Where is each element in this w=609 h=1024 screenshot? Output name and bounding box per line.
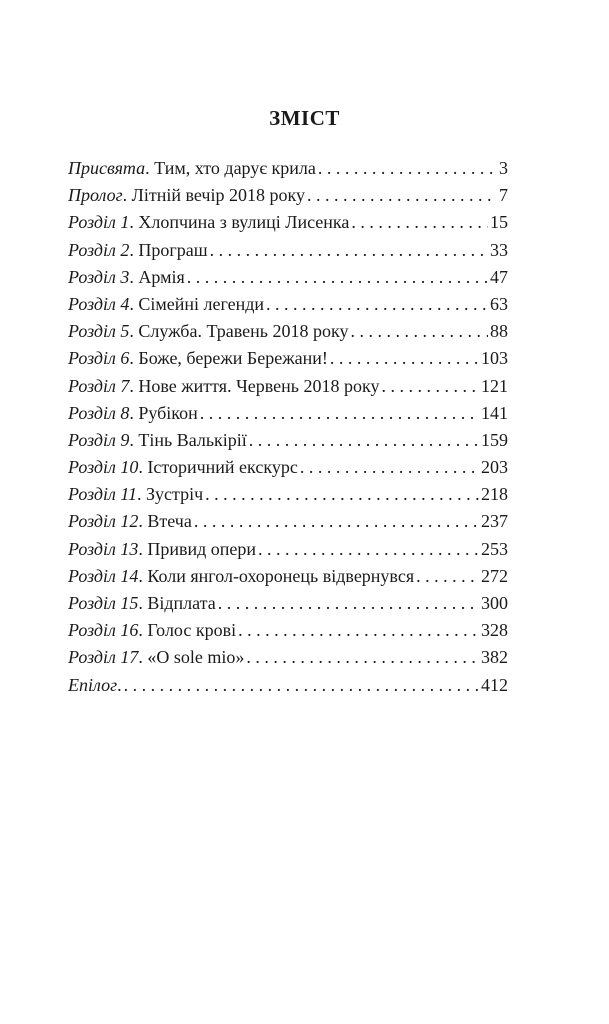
toc-entry-label bbox=[68, 182, 305, 209]
toc-entry-separator: . bbox=[122, 185, 132, 206]
toc-leader-dots bbox=[238, 617, 479, 644]
toc-entry-page-number: 47 bbox=[490, 266, 508, 287]
toc-entry[interactable] bbox=[68, 318, 508, 345]
toc-entry-label bbox=[68, 345, 328, 372]
toc-entry[interactable] bbox=[68, 345, 508, 372]
toc-entry-label bbox=[68, 508, 192, 535]
toc-entry-page-number: 7 bbox=[499, 185, 508, 206]
toc-entry-label bbox=[68, 481, 203, 508]
toc-entry-separator: . bbox=[129, 402, 139, 423]
toc-entry[interactable] bbox=[68, 155, 508, 182]
toc-leader-dots bbox=[246, 644, 479, 671]
toc-entry-lead: Розділ 1 bbox=[68, 212, 130, 233]
toc-entry[interactable] bbox=[68, 373, 508, 400]
toc-entry-separator: . bbox=[138, 593, 148, 613]
toc-entry-separator: . bbox=[129, 375, 139, 396]
toc-leader-dots bbox=[416, 563, 479, 590]
toc-entry-lead: Присвята bbox=[68, 158, 146, 178]
toc-entry-title: Історичний екскурс bbox=[147, 457, 298, 478]
toc-entry-separator: . bbox=[137, 484, 147, 505]
toc-entry-label bbox=[68, 563, 414, 590]
toc-entry-lead: Розділ 4 bbox=[68, 293, 130, 314]
toc-entry-label bbox=[68, 536, 256, 563]
toc-entry-page-number: 412 bbox=[481, 674, 508, 695]
toc-entry[interactable] bbox=[68, 237, 508, 264]
toc-entry-page-number: 272 bbox=[481, 565, 508, 586]
toc-entry-page-number: 63 bbox=[490, 293, 508, 314]
table-of-contents bbox=[68, 155, 508, 699]
toc-entry-title: Боже, бережи Бережани! bbox=[138, 348, 328, 369]
toc-entry-label bbox=[68, 427, 247, 454]
toc-entry-page-number: 382 bbox=[481, 647, 508, 668]
toc-entry-page-number: 218 bbox=[481, 484, 508, 505]
toc-entry-separator: . bbox=[138, 647, 148, 668]
toc-entry[interactable] bbox=[68, 291, 508, 318]
toc-leader-dots bbox=[266, 291, 488, 318]
toc-entry[interactable] bbox=[68, 400, 508, 427]
toc-entry-separator: . bbox=[117, 674, 122, 695]
toc-entry-lead: Епілог bbox=[68, 674, 118, 695]
toc-entry-lead: Розділ 3 bbox=[68, 266, 130, 287]
toc-entry-separator: . bbox=[129, 429, 139, 450]
toc-entry[interactable] bbox=[68, 590, 508, 617]
toc-entry-separator: . bbox=[138, 538, 148, 559]
toc-entry-separator: . bbox=[129, 239, 139, 260]
toc-entry-title: Тінь Валькірії bbox=[138, 429, 247, 450]
toc-entry-separator: . bbox=[138, 511, 148, 532]
toc-entry[interactable] bbox=[68, 182, 508, 209]
toc-entry-page-number: 328 bbox=[481, 620, 508, 641]
toc-entry-lead: Розділ 11 bbox=[68, 484, 138, 505]
toc-entry-separator: . bbox=[129, 266, 139, 287]
toc-leader-dots bbox=[218, 590, 479, 617]
toc-entry-label bbox=[68, 400, 198, 427]
toc-entry[interactable] bbox=[68, 454, 508, 481]
toc-entry-lead: Розділ 10 bbox=[68, 457, 139, 478]
toc-entry-lead: Розділ 12 bbox=[68, 511, 139, 532]
toc-entry-page-number: 253 bbox=[481, 538, 508, 559]
toc-entry[interactable] bbox=[68, 264, 508, 291]
toc-entry-page-number: 159 bbox=[481, 429, 508, 450]
toc-entry[interactable] bbox=[68, 536, 508, 563]
toc-leader-dots bbox=[210, 237, 488, 264]
toc-entry-title: Армія bbox=[138, 266, 185, 287]
toc-entry-title: Тим, хто дарує крила bbox=[154, 158, 316, 178]
toc-entry-page-number: 203 bbox=[481, 457, 508, 478]
toc-entry-page-number: 103 bbox=[481, 348, 508, 369]
toc-entry-title: Сімейні легенди bbox=[138, 293, 265, 314]
toc-entry-label bbox=[68, 373, 380, 400]
toc-entry-lead: Розділ 17 bbox=[68, 647, 139, 668]
toc-entry-page-number: 33 bbox=[490, 239, 508, 260]
toc-entry-separator: . bbox=[138, 565, 148, 586]
toc-entry-separator: . bbox=[129, 293, 139, 314]
toc-entry-label bbox=[68, 291, 264, 318]
toc-leader-dots bbox=[351, 209, 488, 236]
toc-leader-dots bbox=[200, 400, 479, 427]
toc-entry-label bbox=[68, 155, 316, 182]
toc-leader-dots bbox=[350, 318, 488, 345]
toc-entry-title: Літній вечір 2018 року bbox=[131, 185, 305, 206]
toc-entry-title: Привид опери bbox=[147, 538, 257, 559]
toc-leader-dots bbox=[187, 264, 488, 291]
toc-entry-separator: . bbox=[145, 158, 155, 178]
toc-entry-lead: Пролог bbox=[68, 185, 123, 206]
toc-entry[interactable] bbox=[68, 209, 508, 236]
toc-entry-title: Зустріч bbox=[146, 484, 204, 505]
toc-leader-dots bbox=[124, 672, 479, 699]
toc-entry[interactable] bbox=[68, 427, 508, 454]
toc-entry-label bbox=[68, 318, 348, 345]
toc-entry-lead: Розділ 7 bbox=[68, 375, 130, 396]
toc-entry-label bbox=[68, 237, 208, 264]
toc-entry-page-number: 121 bbox=[481, 375, 508, 396]
toc-entry-title: Хлопчина з вулиці Лисенка bbox=[138, 212, 350, 233]
toc-leader-dots bbox=[194, 508, 479, 535]
toc-entry[interactable] bbox=[68, 617, 508, 644]
page-title: ЗМІСТ bbox=[269, 106, 340, 130]
toc-entry-page-number: 88 bbox=[490, 321, 508, 342]
toc-entry-label bbox=[68, 209, 349, 236]
toc-leader-dots bbox=[249, 427, 479, 454]
toc-leader-dots bbox=[330, 345, 479, 372]
toc-entry-lead: Розділ 8 bbox=[68, 402, 130, 423]
toc-entry[interactable] bbox=[68, 644, 508, 671]
toc-entry-separator: . bbox=[129, 212, 139, 233]
toc-entry-label bbox=[68, 590, 216, 617]
toc-entry-page-number: 300 bbox=[481, 593, 508, 613]
toc-leader-dots bbox=[258, 536, 479, 563]
toc-entry[interactable] bbox=[68, 508, 508, 535]
toc-entry-title: Коли янгол-охоронець відвернувся bbox=[147, 565, 415, 586]
toc-entry-lead: Розділ 6 bbox=[68, 348, 130, 369]
toc-entry[interactable] bbox=[68, 672, 508, 699]
toc-entry-lead: Розділ 5 bbox=[68, 321, 130, 342]
toc-entry-label bbox=[68, 617, 236, 644]
toc-entry-separator: . bbox=[138, 620, 148, 641]
toc-entry-title: Нове життя. Червень 2018 року bbox=[138, 375, 380, 396]
toc-entry-title: Голос крові bbox=[147, 620, 237, 641]
toc-entry-separator: . bbox=[138, 457, 148, 478]
toc-entry-title: «O sole mio» bbox=[147, 647, 245, 668]
toc-entry-title: Служба. Травень 2018 року bbox=[138, 321, 349, 342]
toc-entry-page-number: 141 bbox=[481, 402, 508, 423]
toc-entry-page-number: 15 bbox=[490, 212, 508, 233]
toc-leader-dots bbox=[205, 481, 479, 508]
toc-entry[interactable] bbox=[68, 563, 508, 590]
toc-entry-label bbox=[68, 454, 298, 481]
toc-leader-dots bbox=[382, 373, 480, 400]
toc-entry-lead: Розділ 14 bbox=[68, 565, 139, 586]
toc-entry-lead: Розділ 15 bbox=[68, 593, 139, 613]
toc-entry-title: Програш bbox=[138, 239, 208, 260]
toc-entry-title: Відплата bbox=[147, 593, 216, 613]
toc-entry-page-number: 237 bbox=[481, 511, 508, 532]
toc-entry-lead: Розділ 2 bbox=[68, 239, 130, 260]
toc-leader-dots bbox=[318, 155, 497, 182]
toc-entry-title: Рубікон bbox=[138, 402, 198, 423]
toc-entry-separator: . bbox=[129, 321, 139, 342]
toc-entry-separator: . bbox=[129, 348, 139, 369]
toc-entry-lead: Розділ 16 bbox=[68, 620, 139, 641]
toc-entry[interactable] bbox=[68, 481, 508, 508]
toc-entry-title: Втеча bbox=[147, 511, 192, 532]
toc-entry-label bbox=[68, 264, 185, 291]
toc-leader-dots bbox=[300, 454, 479, 481]
toc-entry-page-number: 3 bbox=[499, 158, 508, 178]
toc-entry-label bbox=[68, 672, 122, 699]
toc-leader-dots bbox=[307, 182, 497, 209]
toc-entry-label bbox=[68, 644, 244, 671]
toc-entry-lead: Розділ 13 bbox=[68, 538, 139, 559]
toc-entry-lead: Розділ 9 bbox=[68, 429, 130, 450]
